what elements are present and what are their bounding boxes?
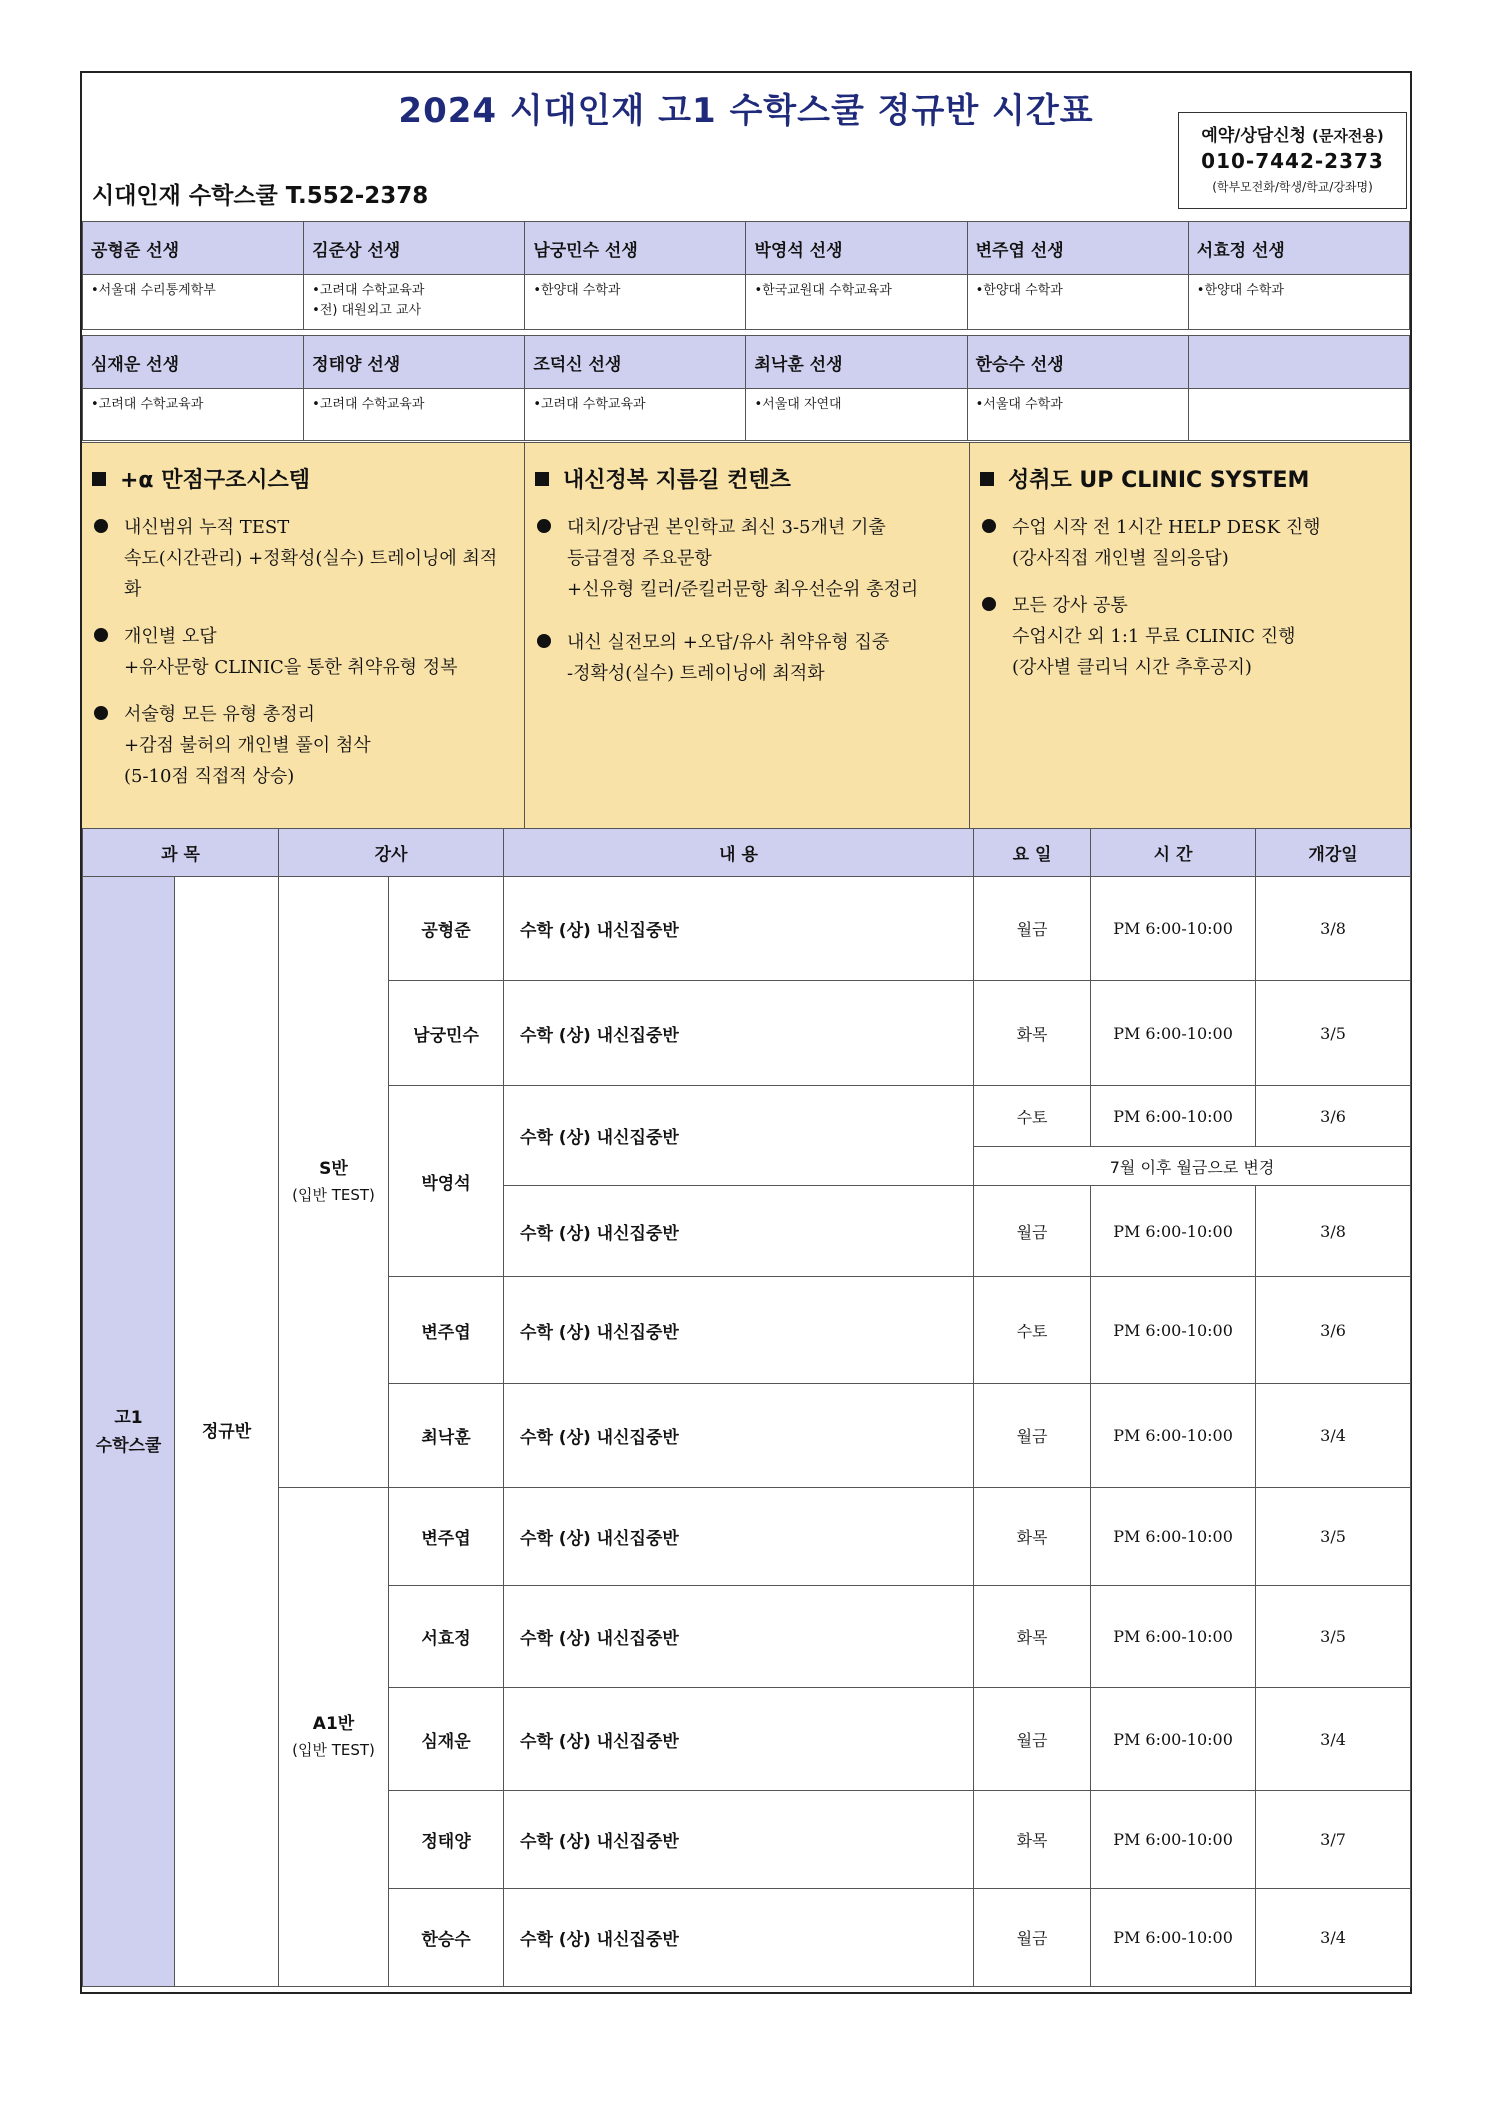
time-cell: PM 6:00-10:00: [1091, 1791, 1256, 1889]
teacher-credential: •서울대 수학과: [967, 389, 1188, 441]
day-cell: 수토: [974, 1086, 1091, 1147]
feature-title: 성취도 UP CLINIC SYSTEM: [1008, 468, 1310, 493]
feature-title: +α 만점구조시스템: [120, 468, 310, 493]
circle-bullet-icon: [94, 706, 108, 720]
circle-bullet-icon: [537, 519, 551, 533]
contact-note: (문자전용): [1312, 127, 1384, 145]
start-cell: 3/6: [1256, 1277, 1411, 1384]
time-cell: PM 6:00-10:00: [1091, 1086, 1256, 1147]
teacher-name: 김준상 선생: [304, 222, 525, 275]
header-day: 요 일: [974, 829, 1091, 877]
features-section: [82, 442, 1410, 829]
feature-bullet: 개인별 오답 +유사문항 CLINIC을 통한 취약유형 정복: [92, 621, 514, 683]
teacher-cell: 최낙훈: [389, 1384, 504, 1488]
time-cell: PM 6:00-10:00: [1091, 1688, 1256, 1791]
circle-bullet-icon: [94, 628, 108, 642]
timetable-document: [80, 71, 1412, 1994]
teacher-credential: •서울대 자연대: [746, 389, 967, 441]
teacher-credential: •고려대 수학교육과 •전) 대원외고 교사: [304, 275, 525, 330]
start-cell: 3/8: [1256, 877, 1411, 981]
feature-bullet: 서술형 모든 유형 총정리 +감점 불허의 개인별 풀이 첨삭 (5-10점 직접적 상승): [92, 699, 514, 792]
square-bullet-icon: [535, 472, 549, 486]
start-cell: 3/5: [1256, 981, 1411, 1086]
start-cell: 3/4: [1256, 1688, 1411, 1791]
group-a1-cell: A1반 (입반 TEST): [279, 1488, 389, 1987]
teacher-name: 정태양 선생: [304, 336, 525, 389]
time-cell: PM 6:00-10:00: [1091, 1384, 1256, 1488]
time-cell: PM 6:00-10:00: [1091, 1586, 1256, 1688]
content-cell: 수학 (상) 내신집중반: [504, 1186, 974, 1277]
contact-label: 예약/상담신청: [1201, 126, 1307, 146]
teacher-credential: •한양대 수학과: [1188, 275, 1409, 330]
teacher-cell: 변주엽: [389, 1277, 504, 1384]
teacher-cell: 공형준: [389, 877, 504, 981]
teacher-name: 공형준 선생: [83, 222, 304, 275]
feature-title: 내신정복 지름길 컨텐츠: [563, 468, 791, 493]
teacher-credential: •고려대 수학교육과: [525, 389, 746, 441]
feature-bullet: 내신 실전모의 +오답/유사 취약유형 집중 -정확성(실수) 트레이닝에 최적화: [535, 627, 959, 689]
teacher-name: 최낙훈 선생: [746, 336, 967, 389]
schedule-table: [82, 828, 1411, 1987]
page-title: 2024 시대인재 고1 수학스쿨 정규반 시간표: [398, 91, 1094, 131]
header-teacher: 강사: [279, 829, 504, 877]
header-start: 개강일: [1256, 829, 1411, 877]
feature-column-2: [525, 443, 970, 828]
teacher-cell: 변주엽: [389, 1488, 504, 1586]
content-cell: 수학 (상) 내신집중반: [504, 1488, 974, 1586]
table-row: [83, 1488, 1411, 1586]
time-cell: PM 6:00-10:00: [1091, 981, 1256, 1086]
teacher-cell: 박영석: [389, 1086, 504, 1277]
subject-cell: 고1 수학스쿨: [83, 877, 175, 1987]
feature-bullet: 대치/강남권 본인학교 최신 3-5개년 기출 등급결정 주요문항 +신유형 킬러/준킬러문항 최우선순위 총정리: [535, 512, 959, 605]
teacher-name-empty: [1188, 336, 1409, 389]
academy-phone: 시대인재 수학스쿨 T.552-2378: [92, 183, 429, 209]
time-cell: PM 6:00-10:00: [1091, 1889, 1256, 1987]
day-cell: 화목: [974, 1488, 1091, 1586]
teacher-cell: 남궁민수: [389, 981, 504, 1086]
content-cell: 수학 (상) 내신집중반: [504, 877, 974, 981]
time-cell: PM 6:00-10:00: [1091, 1488, 1256, 1586]
day-cell: 화목: [974, 1586, 1091, 1688]
start-cell: 3/5: [1256, 1586, 1411, 1688]
header-subject: 과 목: [83, 829, 279, 877]
teacher-credential: •한양대 수학과: [967, 275, 1188, 330]
circle-bullet-icon: [982, 519, 996, 533]
day-cell: 월금: [974, 1688, 1091, 1791]
teacher-credential: •고려대 수학교육과: [83, 389, 304, 441]
teacher-credential: •한양대 수학과: [525, 275, 746, 330]
header-time: 시 간: [1091, 829, 1256, 877]
circle-bullet-icon: [982, 597, 996, 611]
teacher-name: 서효정 선생: [1188, 222, 1409, 275]
content-cell: 수학 (상) 내신집중반: [504, 1791, 974, 1889]
feature-bullet: 모든 강사 공통 수업시간 외 1:1 무료 CLINIC 진행 (강사별 클리닉 시간 추후공지): [980, 590, 1400, 683]
start-cell: 3/8: [1256, 1186, 1411, 1277]
teacher-credential: •한국교원대 수학교육과: [746, 275, 967, 330]
content-cell: 수학 (상) 내신집중반: [504, 1889, 974, 1987]
content-cell: 수학 (상) 내신집중반: [504, 1586, 974, 1688]
teacher-credential: •고려대 수학교육과: [304, 389, 525, 441]
day-cell: 월금: [974, 1384, 1091, 1488]
teacher-credential: •서울대 수리통계학부: [83, 275, 304, 330]
teacher-cell: 서효정: [389, 1586, 504, 1688]
header-content: 내 용: [504, 829, 974, 877]
contact-phone: 010-7442-2373: [1201, 149, 1384, 173]
square-bullet-icon: [92, 472, 106, 486]
feature-bullet: 내신범위 누적 TEST 속도(시간관리) +정확성(실수) 트레이닝에 최적화: [92, 512, 514, 605]
day-cell: 화목: [974, 981, 1091, 1086]
feature-column-1: [82, 443, 525, 828]
teacher-table-row1: [82, 221, 1410, 330]
table-row: [83, 877, 1411, 981]
course-cell: 정규반: [175, 877, 279, 1987]
contact-format: (학부모전화/학생/학교/강좌명): [1212, 180, 1373, 194]
feature-bullet: 수업 시작 전 1시간 HELP DESK 진행 (강사직접 개인별 질의응답): [980, 512, 1400, 574]
day-cell: 월금: [974, 1186, 1091, 1277]
teacher-name: 변주엽 선생: [967, 222, 1188, 275]
square-bullet-icon: [980, 472, 994, 486]
teacher-name: 남궁민수 선생: [525, 222, 746, 275]
start-cell: 3/6: [1256, 1086, 1411, 1147]
time-cell: PM 6:00-10:00: [1091, 877, 1256, 981]
content-cell: 수학 (상) 내신집중반: [504, 1688, 974, 1791]
content-cell: 수학 (상) 내신집중반: [504, 1277, 974, 1384]
schedule-change-note: 7월 이후 월금으로 변경: [974, 1147, 1411, 1186]
teacher-name: 박영석 선생: [746, 222, 967, 275]
content-cell: 수학 (상) 내신집중반: [504, 1086, 974, 1186]
content-cell: 수학 (상) 내신집중반: [504, 981, 974, 1086]
teacher-name: 한승수 선생: [967, 336, 1188, 389]
group-s-cell: S반 (입반 TEST): [279, 877, 389, 1488]
contact-box: [1178, 112, 1407, 209]
teacher-cell: 정태양: [389, 1791, 504, 1889]
day-cell: 화목: [974, 1791, 1091, 1889]
day-cell: 월금: [974, 1889, 1091, 1987]
start-cell: 3/5: [1256, 1488, 1411, 1586]
start-cell: 3/7: [1256, 1791, 1411, 1889]
circle-bullet-icon: [94, 519, 108, 533]
circle-bullet-icon: [537, 634, 551, 648]
content-cell: 수학 (상) 내신집중반: [504, 1384, 974, 1488]
teacher-name: 조덕신 선생: [525, 336, 746, 389]
time-cell: PM 6:00-10:00: [1091, 1186, 1256, 1277]
schedule-header-row: [83, 829, 1411, 877]
start-cell: 3/4: [1256, 1384, 1411, 1488]
teacher-credential-empty: [1188, 389, 1409, 441]
teacher-cell: 한승수: [389, 1889, 504, 1987]
teacher-table-row2: [82, 335, 1410, 441]
teacher-name: 심재운 선생: [83, 336, 304, 389]
start-cell: 3/4: [1256, 1889, 1411, 1987]
time-cell: PM 6:00-10:00: [1091, 1277, 1256, 1384]
day-cell: 수토: [974, 1277, 1091, 1384]
feature-column-3: [970, 443, 1410, 828]
day-cell: 월금: [974, 877, 1091, 981]
teacher-cell: 심재운: [389, 1688, 504, 1791]
